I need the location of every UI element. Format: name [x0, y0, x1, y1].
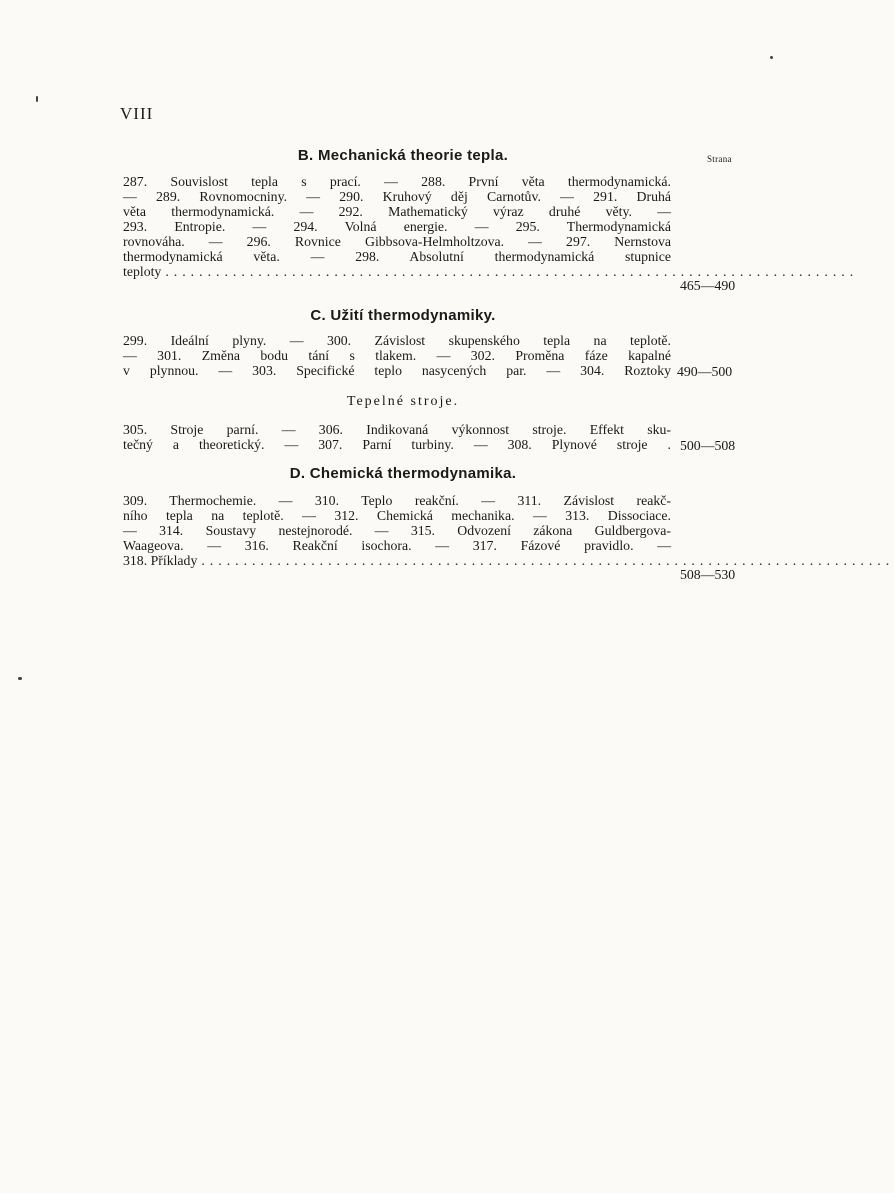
toc-line: Waageova. — 316. Reakční isochora. — 317. Fázové pravidlo. —	[123, 538, 671, 553]
toc-line: thermodynamická věta. — 298. Absolutní thermodynamická stupnice	[123, 249, 671, 264]
toc-entry-c	[123, 333, 671, 378]
toc-entry-d	[123, 493, 894, 568]
toc-line-last: v plynnou. — 303. Specifické teplo nasycených par. — 304. Roztoky	[123, 363, 671, 378]
dot-leader: ..................................................................................	[201, 553, 894, 568]
toc-line: rovnováha. — 296. Rovnice Gibbsova-Helmholtzova. — 297. Nernstova	[123, 234, 671, 249]
toc-line-last	[123, 264, 859, 279]
toc-line: 293. Entropie. — 294. Volná energie. — 295. Thermodynamická	[123, 219, 671, 234]
page-range-d: 508—530	[680, 567, 736, 582]
toc-line: 287. Souvislost tepla s prací. — 288. První věta thermodynamická.	[123, 174, 671, 189]
toc-entry-tepelne-stroje	[123, 422, 671, 452]
subsection-title-tepelne-stroje: Tepelné stroje.	[346, 394, 460, 409]
toc-line: — 289. Rovnomocniny. — 290. Kruhový děj Carnotův. — 291. Druhá	[123, 189, 671, 204]
toc-line-text: teploty	[123, 264, 162, 279]
section-title-b: B. Mechanická theorie tepla.	[297, 147, 509, 164]
toc-line-text: 318. Příklady	[123, 553, 198, 568]
scan-speck	[770, 56, 773, 59]
toc-line-last: tečný a theoretický. — 307. Parní turbiny. — 308. Plynové stroje .	[123, 437, 671, 452]
toc-line: — 314. Soustavy nestejnorodé. — 315. Odvození zákona Guldbergova-	[123, 523, 671, 538]
section-title-c: C. Užití thermodynamiky.	[310, 307, 496, 324]
toc-line: 305. Stroje parní. — 306. Indikovaná výkonnost stroje. Effekt sku-	[123, 422, 671, 437]
toc-line: ního tepla na teplotě. — 312. Chemická mechanika. — 313. Dissociace.	[123, 508, 671, 523]
toc-line: 309. Thermochemie. — 310. Teplo reakční. — 311. Závislost reakč-	[123, 493, 671, 508]
dot-leader: ..................................................................................	[165, 264, 859, 279]
toc-line: — 301. Změna bodu tání s tlakem. — 302. Proměna fáze kapalné	[123, 348, 671, 363]
toc-line-last	[123, 553, 894, 568]
section-title-d: D. Chemická thermodynamika.	[289, 465, 517, 482]
toc-entry-b	[123, 174, 859, 279]
scan-speck	[36, 96, 38, 102]
toc-line: věta thermodynamická. — 292. Mathematický výraz druhé věty. —	[123, 204, 671, 219]
toc-line: 299. Ideální plyny. — 300. Závislost skupenského tepla na teplotě.	[123, 333, 671, 348]
strana-column-header: Strana	[707, 154, 732, 164]
page-range-b: 465—490	[680, 278, 736, 293]
page-range-c: 490—500	[677, 364, 733, 379]
page-number: VIII	[120, 104, 154, 123]
page-range-tepelne-stroje: 500—508	[680, 438, 736, 453]
scan-speck	[18, 677, 22, 680]
